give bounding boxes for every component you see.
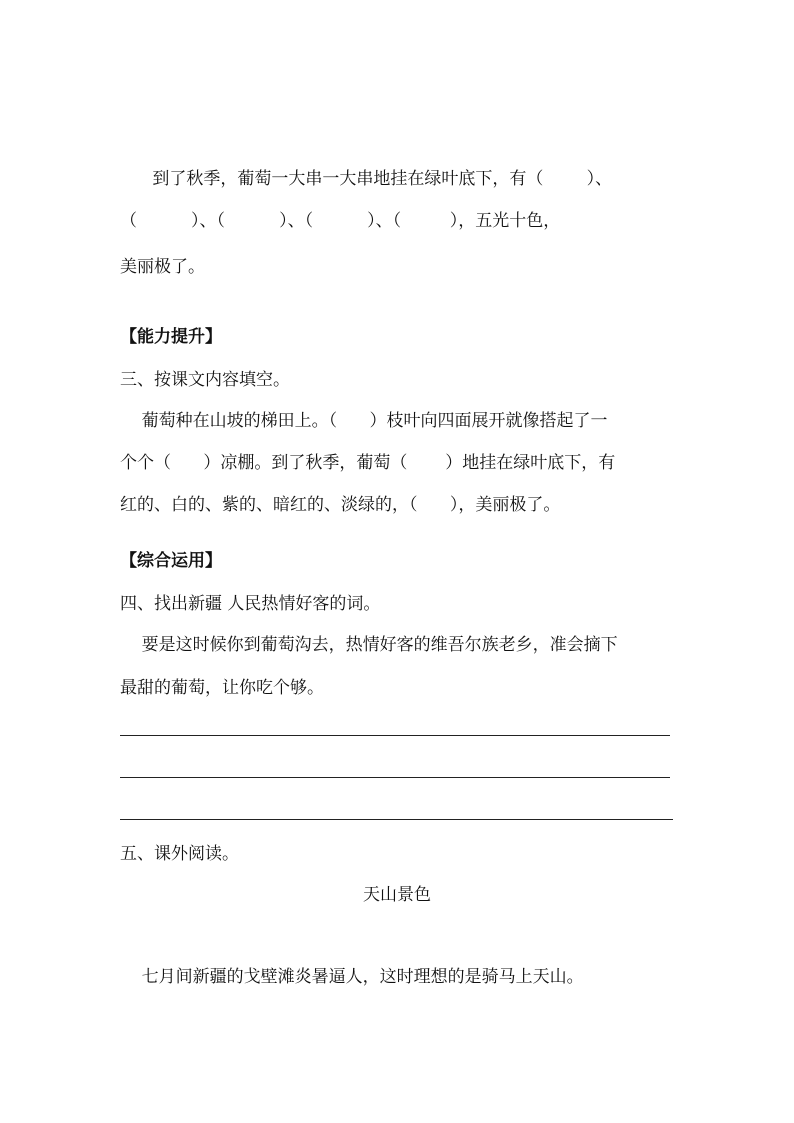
application-heading: 【综合运用】 <box>120 551 222 571</box>
autumn-paragraph-line-3: 美丽极了。 <box>120 257 205 277</box>
question-five: 五、课外阅读。 <box>120 844 239 864</box>
question-three: 三、按课文内容填空。 <box>120 370 290 390</box>
fill-paragraph-line-3: 红的、白的、紫的、暗红的、淡绿的，（ ），美丽极了。 <box>120 495 561 515</box>
autumn-paragraph-line-2: （ ）、（ ）、（ ）、（ ），五光十色， <box>120 211 561 231</box>
question-four: 四、找出新疆 人民热情好客的词。 <box>120 594 381 614</box>
hospitality-paragraph-line-2: 最甜的葡萄，让你吃个够。 <box>120 678 324 698</box>
autumn-paragraph-line-1: 到了秋季，葡萄一大串一大串地挂在绿叶底下，有（ ）、 <box>120 169 613 189</box>
answer-line-2[interactable] <box>120 777 670 778</box>
reading-title: 天山景色 <box>363 885 431 905</box>
fill-paragraph-line-2: 个个（ ）凉棚。到了秋季，葡萄（ ）地挂在绿叶底下，有 <box>120 453 616 473</box>
hospitality-paragraph-line-1: 要是这时候你到葡萄沟去，热情好客的维吾尔族老乡，准会摘下 <box>120 635 618 655</box>
reading-paragraph-line-1: 七月间新疆的戈壁滩炎暑逼人，这时理想的是骑马上天山。 <box>120 967 584 987</box>
answer-line-1[interactable] <box>120 735 670 736</box>
ability-heading: 【能力提升】 <box>120 327 222 347</box>
answer-line-3[interactable] <box>120 819 673 820</box>
fill-paragraph-line-1: 葡萄种在山坡的梯田上。（ ）枝叶向四面展开就像搭起了一 <box>120 411 608 431</box>
